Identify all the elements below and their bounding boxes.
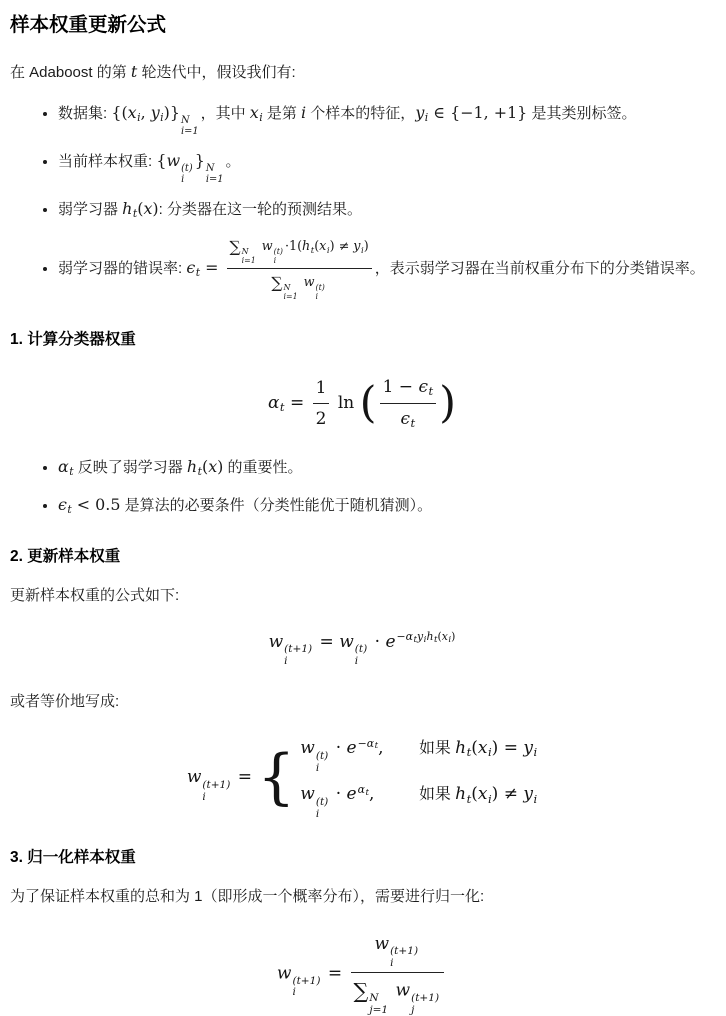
math-mi: h <box>186 457 198 477</box>
math-sb: i <box>423 635 427 646</box>
bullet-weak-learner <box>58 197 714 223</box>
math-ss: (t+1) i <box>202 778 231 803</box>
math-mi: e <box>385 631 396 652</box>
math-mo: ( <box>137 199 144 219</box>
math-mi: x <box>441 630 448 644</box>
assumptions-list <box>10 101 714 302</box>
formula-alpha: αt = $\frac{1}{2}$ ln ( $\frac{1 - \epsilon t}{\epsilon t}$ ) <box>10 374 714 433</box>
math-ss: N i=1 <box>180 114 199 138</box>
math-mo: − <box>357 736 367 750</box>
math-mi: y <box>523 738 533 759</box>
math-sb: i <box>533 791 538 806</box>
math-sb: t <box>67 502 72 516</box>
math-mo: ) <box>152 199 159 219</box>
math-sb: t <box>69 465 74 479</box>
math-sb: t <box>466 791 472 806</box>
math-sb: t <box>374 741 379 752</box>
math-sum: ∑ <box>229 238 241 256</box>
bullet-text: 是第 <box>262 104 302 122</box>
math-mo: ln <box>332 392 360 413</box>
bullet-text: ，其中 <box>200 104 250 122</box>
math-mo: ( <box>471 784 478 805</box>
bullet-alpha-importance <box>58 455 714 481</box>
math-mo: , <box>378 738 384 759</box>
math-sb: t <box>279 400 285 415</box>
math-current-weights <box>156 151 225 186</box>
math-mi: w <box>166 151 181 171</box>
bullet-epsilon-condition <box>58 493 714 519</box>
math-mo: 1 <box>315 377 327 398</box>
math-mo: ( <box>202 457 209 477</box>
para-normalize-intro: 为了保证样本权重的总和为 1（即形成一个概率分布），需要进行归一化: <box>10 888 485 906</box>
math-mi: h <box>426 630 434 644</box>
math-mo: ·1( <box>284 238 303 254</box>
math-mo: = <box>284 392 310 413</box>
math-mo: · <box>330 738 347 759</box>
math-sp <box>358 783 369 796</box>
bullet-current-weights <box>58 149 714 185</box>
math-mi: α <box>58 457 69 477</box>
math-mi: w <box>261 238 273 254</box>
math-alpha-t <box>58 457 74 479</box>
math-dataset <box>111 102 200 138</box>
math-mi: y <box>415 102 425 122</box>
math-mo: = <box>314 631 340 652</box>
math-mi: w <box>268 631 284 652</box>
math-sb: i <box>533 745 538 760</box>
math-ss: (t+1) i <box>292 974 321 999</box>
bullet-label: 当前样本权重: <box>58 153 157 171</box>
math-mo: ) <box>363 238 369 254</box>
math-mi: h <box>302 238 311 254</box>
math-sp <box>358 737 378 750</box>
math-mi: y <box>353 238 361 254</box>
bullet-error-rate <box>58 235 714 302</box>
math-frac <box>313 375 330 433</box>
math-mi: w <box>303 274 315 290</box>
math-mo: } <box>194 151 205 171</box>
bullet-text: : 分类器在这一轮的预测结果。 <box>158 201 362 219</box>
math-mi: w <box>186 767 202 788</box>
math-sb: t <box>365 787 369 798</box>
math-mo: )} <box>163 102 180 122</box>
math-sb: t <box>410 416 416 431</box>
math-sb: i <box>259 110 263 124</box>
math-mi: x <box>127 102 137 122</box>
math-mi: h <box>455 738 467 759</box>
math-mi: y <box>523 784 533 805</box>
math-sb: t <box>310 245 315 256</box>
section-3-heading: 3. 归一化样本权重 <box>10 849 136 867</box>
math-sb: i <box>360 245 364 256</box>
math-mo: 1 − <box>382 376 419 397</box>
math-mo: < 0.5 <box>71 494 121 514</box>
math-mi: α <box>357 782 365 796</box>
section-2-heading: 2. 更新样本权重 <box>10 547 121 565</box>
math-sb: t <box>197 465 202 479</box>
math-mo: ( <box>314 238 320 254</box>
math-frac <box>227 235 372 302</box>
math-ss: N j=1 <box>369 991 389 1016</box>
math-cases <box>300 735 537 820</box>
math-ss: (t+1) j <box>411 991 440 1016</box>
intro-text-post: 轮迭代中，假设我们有: <box>137 64 296 82</box>
math-mi: y <box>150 102 160 122</box>
math-ss: (t) i <box>273 247 283 266</box>
bullet-text: 个样本的特征， <box>306 104 416 122</box>
math-mi: x <box>208 457 218 477</box>
math-sb: i <box>160 110 164 124</box>
page-title: 样本权重更新公式 <box>10 14 167 36</box>
math-sb: i <box>487 791 492 806</box>
math-mo: , <box>140 102 151 122</box>
math-mo: 2 <box>315 408 327 429</box>
formula-weight-update-cases: w (t+1) i = { w (t) i · $e^{-\alpha t}$, 如果 ht(xi) = yi w (t) i · $e^{\alpha t}$, 如果 ht(xi) ≠ yi <box>186 736 538 820</box>
math-mi: w <box>276 963 292 984</box>
math-eps-cond <box>58 495 120 514</box>
math-cjk: 如果 <box>419 786 456 804</box>
math-sp <box>396 630 456 646</box>
math-ss: (t) i <box>181 163 193 186</box>
math-sb: i <box>448 635 452 646</box>
formula-normalization <box>10 931 714 1016</box>
math-mi: w <box>300 738 315 759</box>
math-ss: (t+1) i <box>284 643 313 668</box>
math-mo: , <box>368 784 375 805</box>
math-mo: ∈ {−1, +1} <box>428 102 528 122</box>
math-mi: w <box>374 933 390 954</box>
alpha-notes-list <box>10 455 714 519</box>
math-mi: ϵ <box>186 257 196 277</box>
intro-text-pre: 在 Adaboost 的第 <box>10 64 131 82</box>
math-sb: i <box>424 110 429 124</box>
math-mi: t <box>130 62 138 82</box>
math-sb: t <box>413 635 417 646</box>
math-mi: α <box>405 630 413 644</box>
math-sb: t <box>195 265 201 279</box>
math-mi: ϵ <box>400 408 411 429</box>
math-mi: w <box>395 980 411 1001</box>
para-update-intro: 更新样本权重的公式如下: <box>10 586 180 604</box>
math-mo: ) ≠ <box>329 238 354 254</box>
math-mi: i <box>301 102 307 122</box>
math-mo: ( <box>471 738 478 759</box>
bullet-label: 弱学习器 <box>58 201 123 219</box>
math-mo: − <box>396 630 406 644</box>
math-mi: w <box>339 631 354 652</box>
math-ss: (t+1) i <box>390 945 419 969</box>
math-mi: y <box>417 630 424 644</box>
bullet-text: 。 <box>225 153 241 171</box>
math-ss: (t) i <box>315 749 329 774</box>
math-mi: x <box>249 102 259 122</box>
math-mi: w <box>300 784 315 805</box>
math-mo: ) <box>217 457 224 477</box>
math-sb: t <box>433 635 438 646</box>
math-frac <box>351 931 445 1016</box>
math-mi: α <box>267 392 280 413</box>
formula-weight-update <box>10 629 714 668</box>
math-mo: ) <box>451 630 456 644</box>
math-mo: = <box>232 767 258 788</box>
bullet-label: 弱学习器的错误率: <box>58 259 187 277</box>
math-mi: ϵ <box>58 494 67 514</box>
math-mi: e <box>346 738 357 759</box>
math-ss: (t) i <box>315 795 329 820</box>
math-xi <box>250 103 263 122</box>
math-mo: { <box>156 151 167 171</box>
math-mi: x <box>477 784 488 805</box>
math-ss: N i=1 <box>205 163 224 186</box>
math-mo: = <box>322 963 348 984</box>
math-yi-set <box>415 103 527 122</box>
intro-paragraph <box>10 60 714 85</box>
math-sb: t <box>466 745 472 760</box>
math-sb: i <box>487 745 492 760</box>
math-mi: α <box>366 736 375 750</box>
math-mi: h <box>122 199 133 219</box>
math-sb: i <box>137 110 141 124</box>
math-error-rate <box>186 238 374 301</box>
bullet-label: 数据集: <box>58 104 112 122</box>
math-htx <box>122 199 159 221</box>
math-mo: = <box>200 257 224 277</box>
bullet-text: ，表示弱学习器在当前权重分布下的分类错误率。 <box>374 259 705 277</box>
bullet-text: 是算法的必要条件（分类性能优于随机猜测）。 <box>120 496 433 514</box>
bullet-text: 的重要性。 <box>223 459 303 477</box>
math-mi: x <box>143 199 153 219</box>
section-1-heading: 1. 计算分类器权重 <box>10 330 136 348</box>
bullet-text: 是其类别标签。 <box>527 104 637 122</box>
math-mi: x <box>319 238 327 254</box>
math-ss: (t) i <box>354 643 368 668</box>
math-sb: i <box>326 245 330 256</box>
math-mi: e <box>346 784 357 805</box>
math-ss: N i=1 <box>241 247 256 266</box>
math-ss: (t) i <box>315 283 325 301</box>
math-mo: · <box>330 784 347 805</box>
math-frac <box>380 374 437 433</box>
math-mi: x <box>477 738 488 759</box>
math-sb: t <box>428 384 434 399</box>
math-mo: · <box>369 631 386 652</box>
math-mo: ( <box>437 630 442 644</box>
math-sum: ∑ <box>271 273 283 292</box>
math-mo: ) ≠ <box>491 784 524 805</box>
bullet-dataset <box>58 101 714 137</box>
math-sb: t <box>132 207 138 221</box>
math-cjk: 如果 <box>419 740 456 758</box>
math-mi: ϵ <box>418 376 428 397</box>
bullet-text: 反映了弱学习器 <box>73 459 187 477</box>
para-equivalently: 或者等价地写成: <box>10 693 120 710</box>
math-ss: N i=1 <box>283 283 298 301</box>
math-mo: ) = <box>491 738 524 759</box>
math-sum: ∑ <box>353 978 369 1003</box>
math-mi: h <box>455 784 467 805</box>
math-mo: {( <box>111 102 128 122</box>
math-htx <box>186 457 224 479</box>
